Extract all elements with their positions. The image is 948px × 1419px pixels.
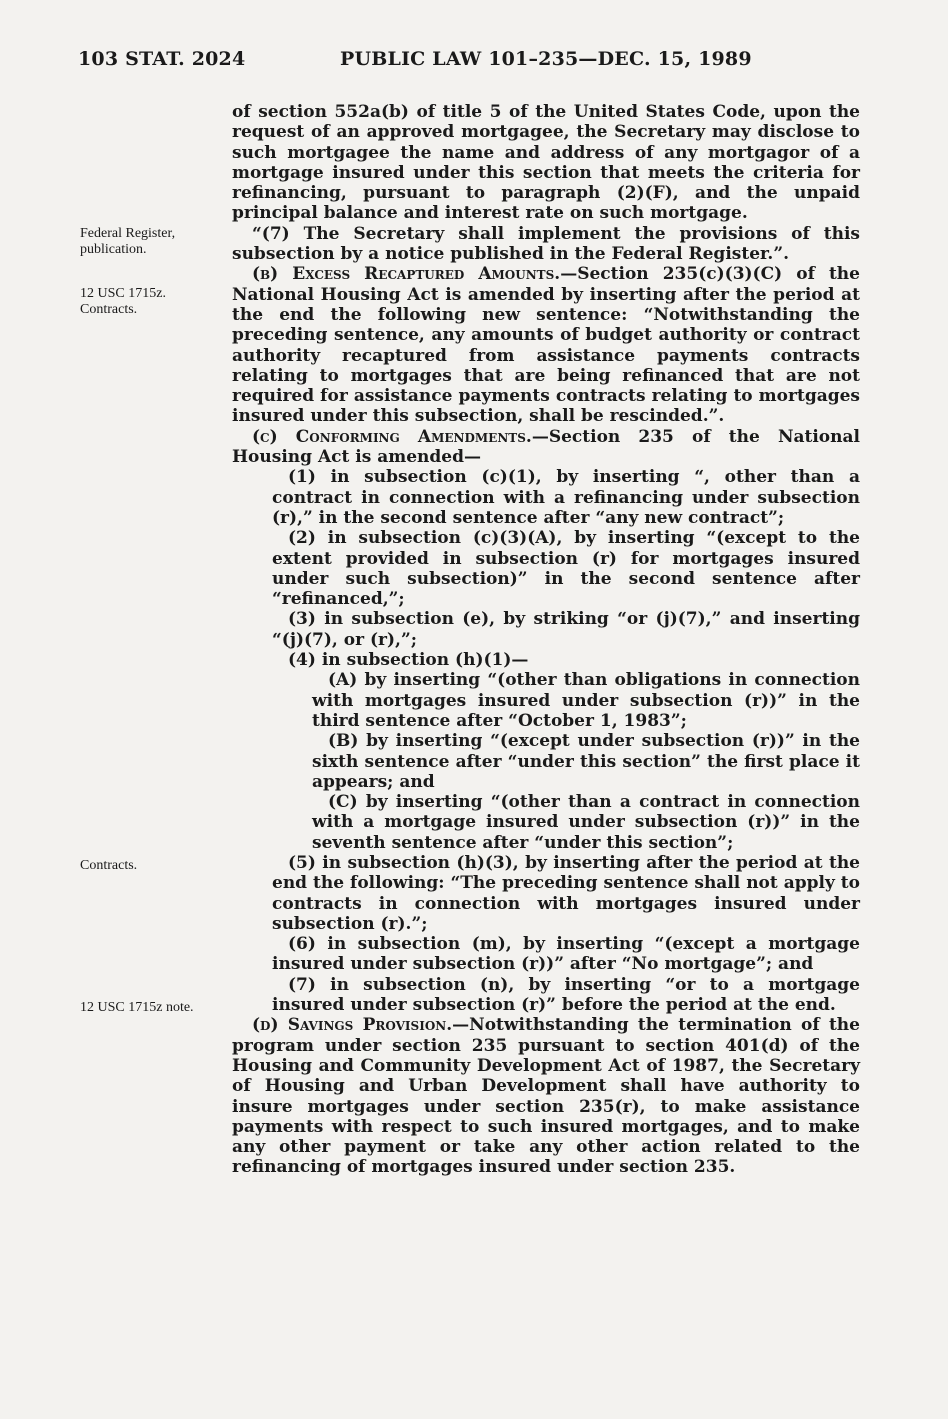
margin-note-usc-contracts: 12 USC 1715z. Contracts. bbox=[80, 286, 166, 317]
paragraph-continuation: of section 552a(b) of title 5 of the United States Code, upon the request of an approved mortgagee, the Secretary may disclose to such mortgagee the name and address of any mortgagor of a mortgage insured under this section that meets the criteria for refinancing, pursuant to paragraph (2)(F), and the unpaid principal balance and interest rate on such mortgage. bbox=[232, 102, 860, 224]
subsection-c bbox=[232, 427, 860, 468]
subsection-c-heading: (c) Conforming Amendments. bbox=[252, 426, 532, 447]
subsection-b bbox=[232, 264, 860, 426]
subsection-b-heading: (b) Excess Recaptured Amounts. bbox=[252, 264, 561, 285]
subsection-d bbox=[232, 1015, 860, 1177]
margin-note-contracts: Contracts. bbox=[80, 858, 138, 873]
paragraph-7: “(7) The Secretary shall implement the provisions of this subsection by a notice published in the Federal Register.”. bbox=[232, 223, 860, 265]
subsection-d-text: —Notwithstanding the termination of the program under section 235 pursuant to section 401(d) of the Housing and Community Development Act of 1987, the Secretary of Housing and Urban Development shall have authority to insure mortgages under section 235(r), to make assistance payments with respect to such insured mortgages, and to make any other payment or take any other action related to the refinancing of mortgages insured under section 235. bbox=[232, 1015, 860, 1178]
item-7: (7) in subsection (n), by inserting “or to a mortgage insured under subsection (r)” before the period at the end. bbox=[272, 974, 860, 1016]
item-4a: (A) by inserting “(other than obligations in connection with mortgages insured under subsection (r))” in the third sentence after “October 1, 1983”; bbox=[312, 670, 860, 731]
subsection-b-text: —Section 235(c)(3)(C) of the National Housing Act is amended by inserting after the period at the end the following new sentence: “Notwithstanding the preceding sentence, any amounts of budget authority or contract authority recaptured from assistance payments contracts relating to mortgages that are being refinanced that are not required for assistance payments contracts relating to mortgages insured under this subsection, shall be rescinded.”. bbox=[232, 264, 860, 427]
margin-note-federal-register: Federal Register, publication. bbox=[80, 226, 176, 257]
subsection-c-text: —Section 235 of the National Housing Act is amended— bbox=[232, 426, 860, 468]
margin-note-usc-note: 12 USC 1715z note. bbox=[80, 1000, 194, 1015]
subsection-d-heading: (d) Savings Provision. bbox=[252, 1015, 453, 1036]
law-title: PUBLIC LAW 101–235—DEC. 15, 1989 bbox=[340, 48, 752, 70]
item-5: (5) in subsection (h)(3), by inserting after the period at the end the following: “The preceding sentence shall not apply to contracts in connection with mortgages insured under subsection (r).”; bbox=[272, 852, 860, 934]
page-header bbox=[78, 48, 858, 78]
item-4b: (B) by inserting “(except under subsection (r))” in the sixth sentence after “under this section” the first place it appears; and bbox=[312, 731, 860, 792]
statute-text bbox=[232, 102, 860, 1178]
item-2: (2) in subsection (c)(3)(A), by inserting “(except to the extent provided in subsection (r) for mortgages insured under such subsection)” in the second sentence after “refinanced,”; bbox=[272, 528, 860, 610]
item-6: (6) in subsection (m), by inserting “(except a mortgage insured under subsection (r))” after “No mortgage”; and bbox=[272, 934, 860, 975]
item-1: (1) in subsection (c)(1), by inserting “, other than a contract in connection with a refinancing under subsection (r),” in the second sentence after “any new contract”; bbox=[272, 467, 860, 528]
item-4: (4) in subsection (h)(1)— bbox=[288, 650, 529, 671]
page-number: 103 STAT. 2024 bbox=[78, 48, 246, 70]
item-4c: (C) by inserting “(other than a contract in connection with a mortgage insured under subsection (r))” in the seventh sentence after “under this section”; bbox=[312, 792, 860, 853]
item-3: (3) in subsection (e), by striking “or (j)(7),” and inserting “(j)(7), or (r),”; bbox=[272, 609, 860, 650]
